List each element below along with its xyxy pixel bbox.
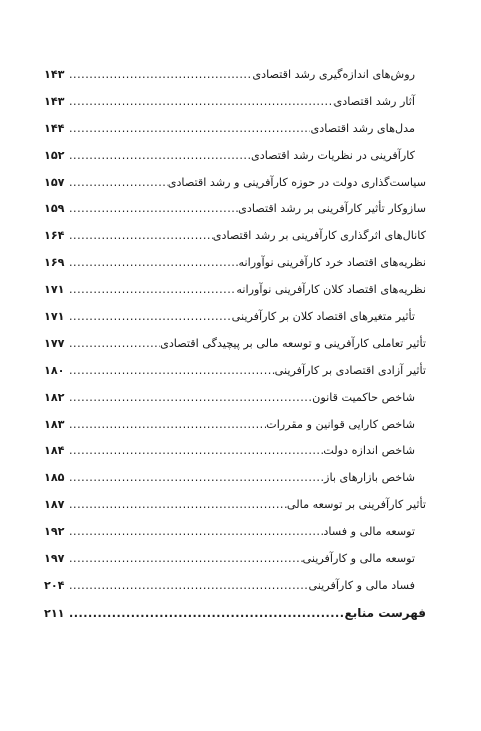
toc-entry-title: مدل‌های رشد اقتصادی — [310, 121, 415, 135]
toc-entry-page-number: ۱۶۴ — [44, 229, 65, 243]
dot-leader — [66, 62, 252, 89]
dot-leader — [66, 465, 324, 492]
table-of-contents — [44, 62, 426, 627]
toc-entry-page-number: ۱۴۳ — [44, 68, 65, 81]
dot-leader — [66, 116, 310, 143]
toc-entry-title: توسعه مالی و فساد — [323, 525, 415, 539]
dot-leader — [66, 492, 287, 519]
dot-leader — [66, 358, 275, 385]
dot-leader — [66, 143, 251, 170]
toc-entry-title: تأثیر متغیرهای اقتصاد کلان بر کارآفرینی — [231, 310, 415, 324]
toc-entry-title: شاخص بازارهای باز — [324, 471, 415, 485]
toc-entry-page-number: ۱۸۷ — [44, 498, 65, 512]
toc-entry-page-number: ۱۵۷ — [44, 175, 65, 189]
toc-entry-page-number: ۱۸۲ — [44, 390, 65, 404]
toc-entry-title: سازوکار تأثیر کارآفرینی بر رشد اقتصادی — [238, 202, 426, 216]
toc-entry-title: کانال‌های اثرگذاری کارآفرینی بر رشد اقتصادی — [212, 229, 426, 243]
toc-entry-page-number: ۱۸۴ — [44, 444, 65, 458]
toc-entry — [44, 492, 426, 519]
toc-entry-title: شاخص کارایی قوانین و مقررات — [266, 417, 415, 431]
toc-entry-title: تأثیر کارآفرینی بر توسعه مالی — [286, 498, 426, 512]
toc-entry — [44, 465, 426, 492]
dot-leader — [66, 385, 312, 412]
toc-entry-page-number: ۱۵۹ — [44, 202, 65, 216]
toc-entry-page-number: ۱۶۹ — [44, 256, 65, 270]
dot-leader — [66, 601, 345, 628]
dot-leader — [66, 89, 334, 116]
toc-entry — [44, 250, 426, 277]
toc-entry-title: کارآفرینی در نظریات رشد اقتصادی — [250, 148, 415, 162]
toc-entry-page-number: ۱۸۳ — [44, 417, 65, 431]
toc-entry — [44, 358, 426, 385]
toc-entry — [44, 89, 426, 116]
toc-entry-page-number: ۲۰۴ — [44, 578, 65, 592]
toc-entry — [44, 438, 426, 465]
toc-entry-title: توسعه مالی و کارآفرینی — [302, 552, 415, 566]
toc-entry-page-number: ۱۸۰ — [44, 363, 65, 377]
toc-entry-title: آثار رشد اقتصادی — [333, 94, 415, 108]
toc-entry — [44, 196, 426, 223]
toc-entry-title: تأثیر تعاملی کارآفرینی و توسعه مالی بر پیچیدگی اقتصادی — [160, 336, 426, 350]
toc-entry — [44, 385, 426, 412]
toc-entry — [44, 331, 426, 358]
toc-entry — [44, 304, 426, 331]
toc-entry-page-number: ۱۹۲ — [44, 525, 65, 539]
toc-entry-title: تأثیر آزادی اقتصادی بر کارآفرینی — [274, 363, 426, 377]
toc-entry-title: نظریه‌های اقتصاد خرد کارآفرینی نوآورانه — [238, 256, 426, 270]
dot-leader — [66, 546, 303, 573]
toc-entry — [44, 277, 426, 304]
toc-entry — [44, 519, 426, 546]
toc-entry-page-number: ۱۴۴ — [44, 121, 65, 135]
dot-leader — [66, 196, 238, 223]
toc-entry — [44, 116, 426, 143]
toc-entry-page-number: ۱۷۷ — [44, 336, 65, 350]
dot-leader — [66, 573, 308, 600]
dot-leader — [66, 519, 323, 546]
dot-leader — [66, 331, 160, 358]
toc-entry — [44, 170, 426, 197]
toc-entry — [44, 143, 426, 170]
dot-leader — [66, 412, 266, 439]
toc-entry-page-number: ۲۱۱ — [44, 606, 65, 620]
toc-entry-title: شاخص اندازه دولت — [323, 444, 415, 458]
dot-leader — [66, 438, 323, 465]
toc-entry-page-number: ۱۵۲ — [44, 148, 65, 162]
toc-entry-title: نظریه‌های اقتصاد کلان کارآفرینی نوآورانه — [236, 283, 426, 297]
toc-entry — [44, 223, 426, 250]
dot-leader — [66, 170, 168, 197]
toc-entry — [44, 412, 426, 439]
toc-entry — [44, 573, 426, 600]
toc-entry-title: سیاست‌گذاری دولت در حوزه کارآفرینی و رشد اقتصادی — [167, 175, 426, 189]
toc-entry — [44, 62, 426, 89]
dot-leader — [66, 223, 213, 250]
toc-entry — [44, 600, 426, 627]
toc-entry-page-number: ۱۸۵ — [44, 471, 65, 485]
toc-entry-page-number: ۱۷۱ — [44, 310, 65, 324]
toc-entry-title: فهرست منابع — [344, 605, 426, 620]
toc-entry-title: فساد مالی و کارآفرینی — [308, 578, 415, 592]
toc-entry-title: شاخص حاکمیت قانون — [312, 390, 415, 404]
toc-entry-page-number: ۱۴۳ — [44, 94, 65, 108]
dot-leader — [66, 277, 236, 304]
toc-entry-page-number: ۱۷۱ — [44, 283, 65, 297]
toc-entry — [44, 546, 426, 573]
dot-leader — [66, 304, 232, 331]
toc-entry-title: روش‌های اندازه‌گیری رشد اقتصادی — [252, 68, 415, 81]
dot-leader — [66, 250, 239, 277]
toc-entry-page-number: ۱۹۷ — [44, 552, 65, 566]
